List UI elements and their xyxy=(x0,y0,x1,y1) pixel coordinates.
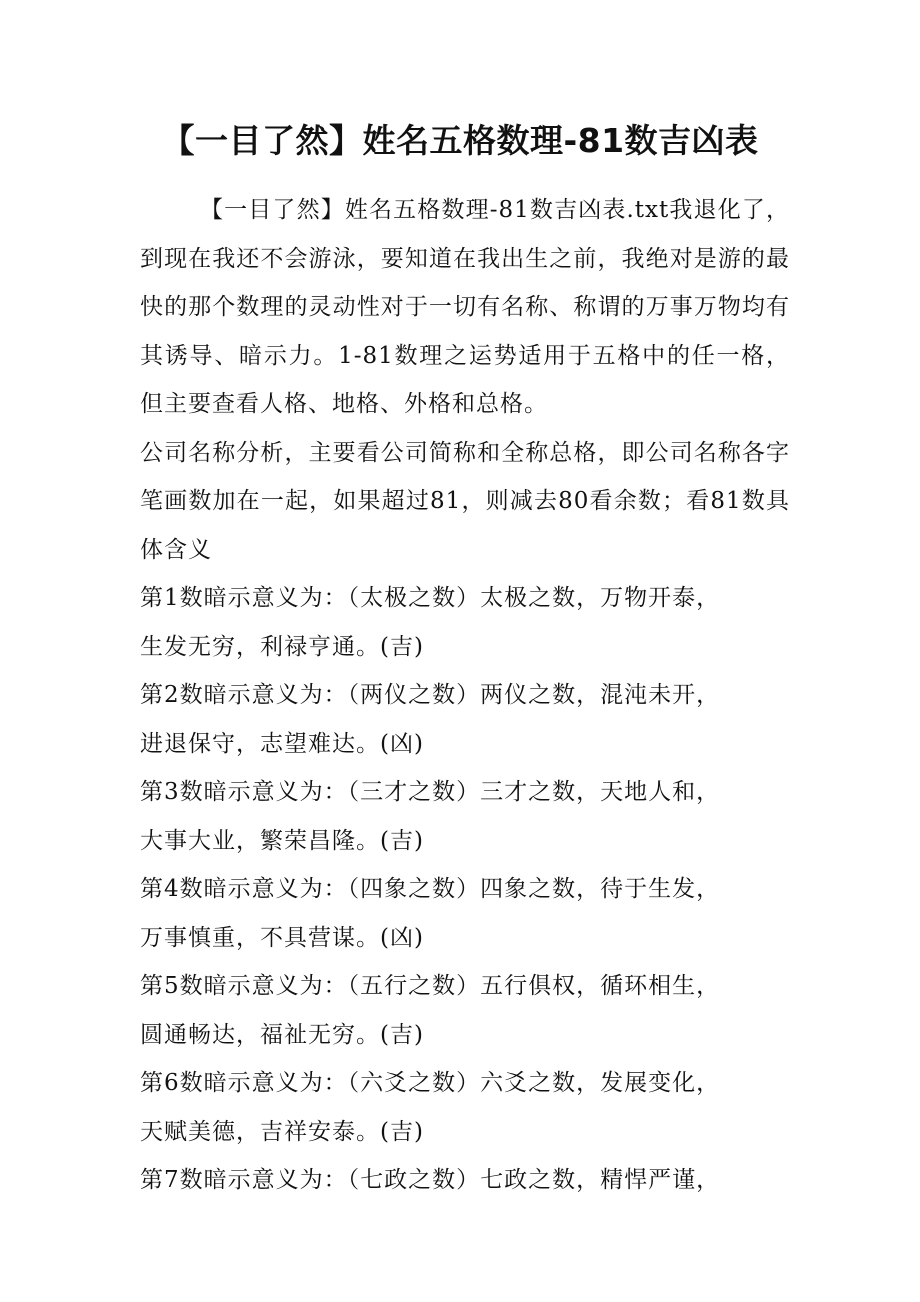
entry-line: 第6数暗示意义为：（六爻之数）六爻之数，发展变化， xyxy=(140,1070,721,1096)
number-entry-3 xyxy=(140,768,790,865)
entry-line: 大事大业，繁荣昌隆。(吉) xyxy=(140,827,424,854)
entry-line: 第4数暗示意义为：（四象之数）四象之数，待于生发， xyxy=(140,876,721,902)
entry-line: 天赋美德，吉祥安泰。(吉) xyxy=(140,1118,424,1145)
company-note-paragraph: 公司名称分析，主要看公司简称和全称总格，即公司名称各字笔画数加在一起，如果超过81，则减去80看余数；看81数具体含义 xyxy=(140,439,790,563)
entry-line: 万事慎重，不具营谋。(凶) xyxy=(140,924,424,951)
entry-line: 第1数暗示意义为：（太极之数）太极之数，万物开泰， xyxy=(140,585,721,611)
document-body xyxy=(140,186,790,1205)
entry-line: 圆通畅达，福祉无穷。(吉) xyxy=(140,1021,424,1048)
entry-line: 第7数暗示意义为：（七政之数）七政之数，精悍严谨， xyxy=(140,1167,721,1193)
number-entry-7 xyxy=(140,1156,790,1205)
document-title: 【一目了然】姓名五格数理-81数吉凶表 xyxy=(161,121,759,160)
entry-line: 进退保守，志望难达。(凶) xyxy=(140,730,424,757)
number-entry-5 xyxy=(140,962,790,1059)
entry-line: 生发无穷，利禄亨通。(吉) xyxy=(140,633,424,660)
number-entry-2 xyxy=(140,671,790,768)
entry-line: 第5数暗示意义为：（五行之数）五行俱权，循环相生， xyxy=(140,973,721,999)
entry-line: 第2数暗示意义为：（两仪之数）两仪之数，混沌未开， xyxy=(140,682,721,708)
number-entry-1 xyxy=(140,574,790,671)
entry-line: 第3数暗示意义为：（三才之数）三才之数，天地人和， xyxy=(140,779,721,805)
intro-paragraph: 【一目了然】姓名五格数理-81数吉凶表.txt我退化了，到现在我还不会游泳，要知道在我出生之前，我绝对是游的最快的那个数理的灵动性对于一切有名称、称谓的万事万物均有其诱导、暗示力。1-81数理之运势适用于五格中的任一格，但主要查看人格、地格、外格和总格。 xyxy=(140,197,790,417)
number-entry-6 xyxy=(140,1059,790,1156)
number-entry-4 xyxy=(140,865,790,962)
